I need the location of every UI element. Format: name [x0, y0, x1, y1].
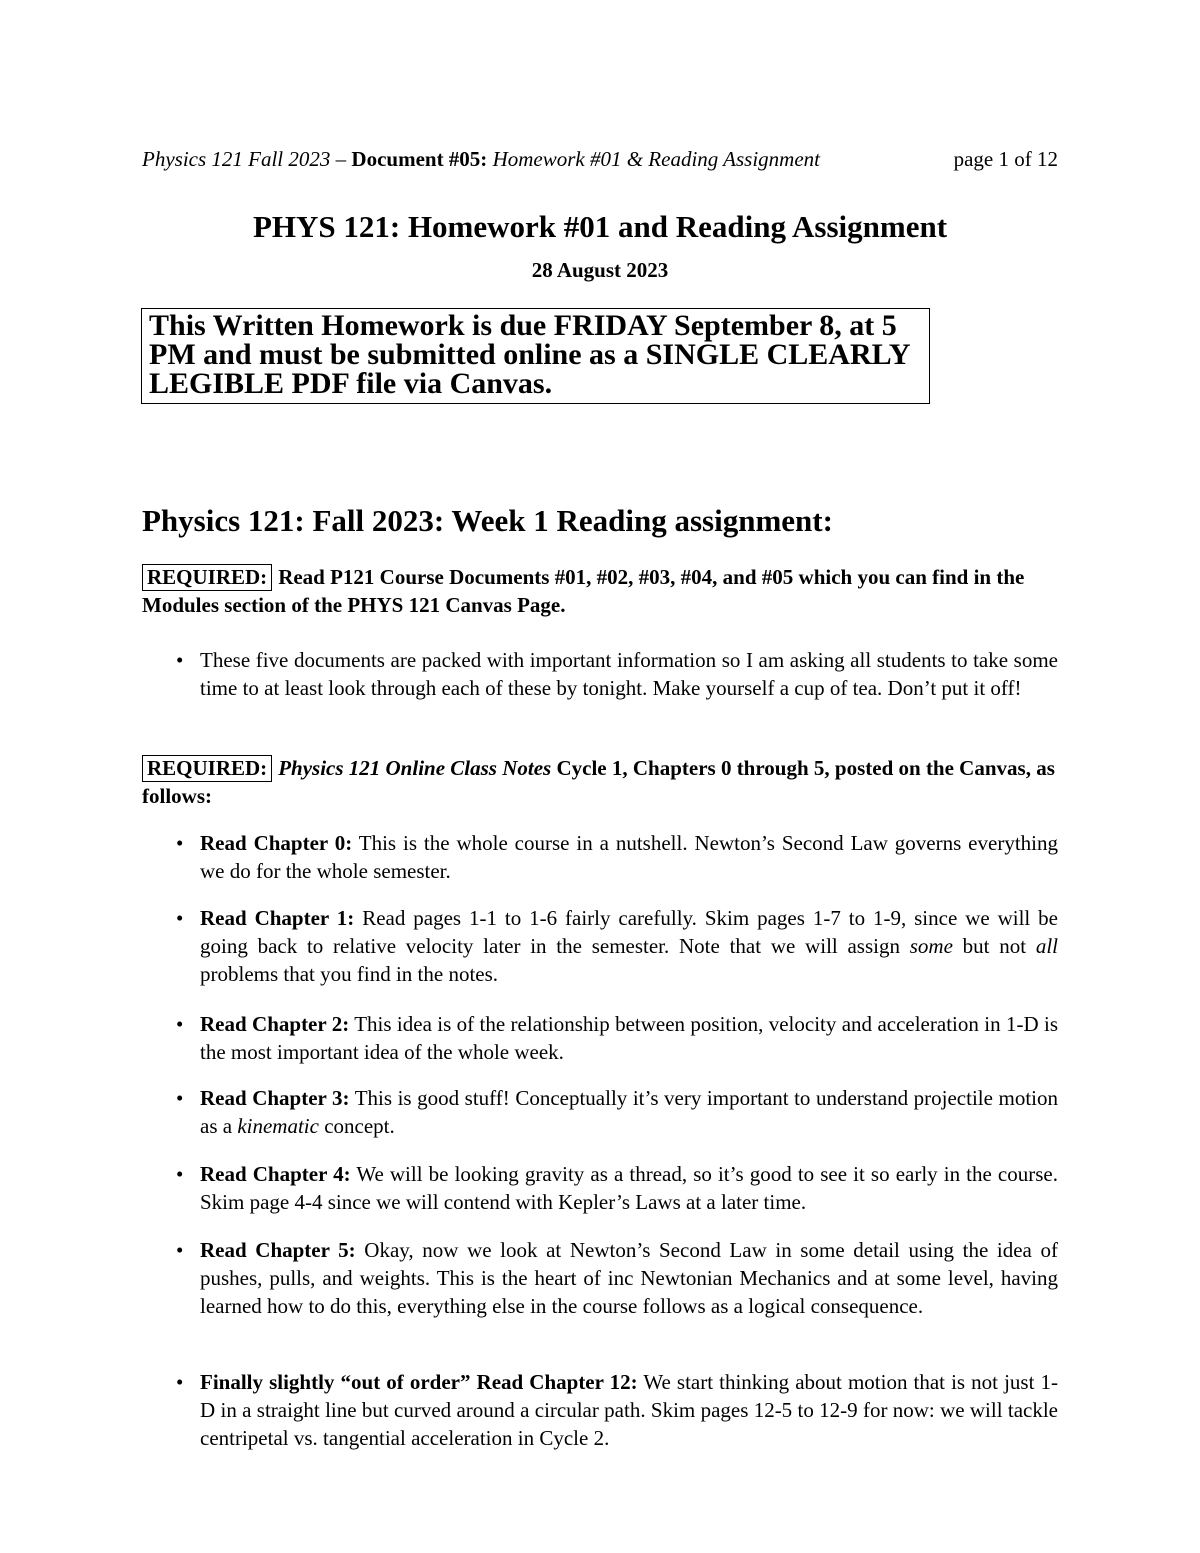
- header-page-info: page 1 of 12: [953, 147, 1058, 171]
- header-left: [142, 146, 820, 172]
- header-doc-title: Homework #01 & Reading Assignment: [492, 147, 820, 171]
- list-item: [176, 646, 1058, 702]
- chapter-lead: Read Chapter 5:: [200, 1238, 356, 1262]
- required-tag: REQUIRED:: [142, 564, 272, 591]
- chapter-item-0: [176, 829, 1058, 885]
- chapter-lead: Read Chapter 3:: [200, 1086, 350, 1110]
- chapter-item-5: [176, 1236, 1058, 1320]
- chapter-lead: Read Chapter 1:: [200, 906, 355, 930]
- bullet-icon: •: [176, 1012, 184, 1036]
- chapter-text: We will be looking gravity as a thread, so it’s good to see it so early in the course. Skim page 4-4 since we will contend with Kepler’s Laws at a later time.: [200, 1162, 1058, 1214]
- bullet-icon: •: [176, 1162, 184, 1186]
- chapter-lead: Read Chapter 0:: [200, 831, 353, 855]
- chapter-text: Read pages 1-1 to 1-6 fairly carefully. Skim pages 1-7 to 1-9, since we will be going back to relative velocity later in the semester. Note that we will assign: [200, 906, 1058, 958]
- required-tag: REQUIRED:: [142, 755, 272, 782]
- chapter-emphasis: all: [1035, 934, 1058, 958]
- chapter-text: This idea is of the relationship between position, velocity and acceleration in 1-D is the most important idea of the whole week.: [200, 1012, 1058, 1064]
- chapter-item-12: [176, 1368, 1058, 1452]
- bullet-icon: •: [176, 1370, 184, 1394]
- chapter-text: This is the whole course in a nutshell. Newton’s Second Law governs everything we do for the whole semester.: [200, 831, 1058, 883]
- required-notes-text: Cycle 1, Chapters 0 through 5, posted on the Canvas, as follows:: [142, 756, 1055, 808]
- required-notes-paragraph: [142, 754, 1058, 810]
- chapter-text: We start thinking about motion that is not just 1-D in a straight line but curved around a circular path. Skim pages 12-5 to 12-9 for now: we will tackle centripetal vs. tangential acceleration in Cycle 2.: [200, 1370, 1058, 1450]
- document-date: 28 August 2023: [531, 258, 669, 282]
- chapter-text: concept.: [324, 1114, 395, 1138]
- chapter-text: but not: [962, 934, 1027, 958]
- due-notice-box: This Written Homework is due FRIDAY September 8, at 5 PM and must be submitted online as a SINGLE CLEARLY LEGIBLE PDF file via Canvas.: [141, 308, 930, 404]
- chapter-item-2: [176, 1010, 1058, 1066]
- chapter-emphasis: kinematic: [237, 1114, 319, 1138]
- chapter-lead: Finally slightly “out of order” Read Chapter 12:: [200, 1370, 638, 1394]
- chapter-emphasis: some: [909, 934, 953, 958]
- bullet-icon: •: [176, 906, 184, 930]
- bullet-icon: •: [176, 1238, 184, 1262]
- chapter-text: This is good stuff! Conceptually it’s very important to understand projectile motion as a: [200, 1086, 1058, 1138]
- chapter-lead: Read Chapter 2:: [200, 1012, 350, 1036]
- chapter-item-3: [176, 1084, 1058, 1140]
- chapter-text: Okay, now we look at Newton’s Second Law in some detail using the idea of pushes, pulls, and weights. This is the heart of inc Newtonian Mechanics and at some level, having learned how to do this, everything else in the course follows as a logical consequence.: [200, 1238, 1058, 1318]
- required-documents-text: Read P121 Course Documents #01, #02, #03, #04, and #05 which you can find in the Modules section of the PHYS 121 Canvas Page.: [142, 565, 1025, 617]
- required-documents-paragraph: [142, 563, 1058, 619]
- chapter-text: problems that you find in the notes.: [200, 962, 499, 986]
- section-heading: Physics 121: Fall 2023: Week 1 Reading assignment:: [142, 503, 833, 538]
- bullet-icon: •: [176, 1086, 184, 1110]
- bullet-icon: •: [176, 648, 184, 672]
- header-doc-label: Document #05:: [351, 147, 488, 171]
- bullet-icon: •: [176, 831, 184, 855]
- list-item-text: These five documents are packed with important information so I am asking all students to take some time to at least look through each of these by tonight. Make yourself a cup of tea. Don’t put it off!: [200, 648, 1058, 700]
- header-course: Physics 121 Fall 2023 –: [142, 147, 347, 171]
- chapter-lead: Read Chapter 4:: [200, 1162, 351, 1186]
- class-notes-title: Physics 121 Online Class Notes: [278, 756, 552, 780]
- document-title: PHYS 121: Homework #01 and Reading Assignment: [252, 209, 948, 244]
- chapter-item-4: [176, 1160, 1058, 1216]
- chapter-item-1: [176, 904, 1058, 988]
